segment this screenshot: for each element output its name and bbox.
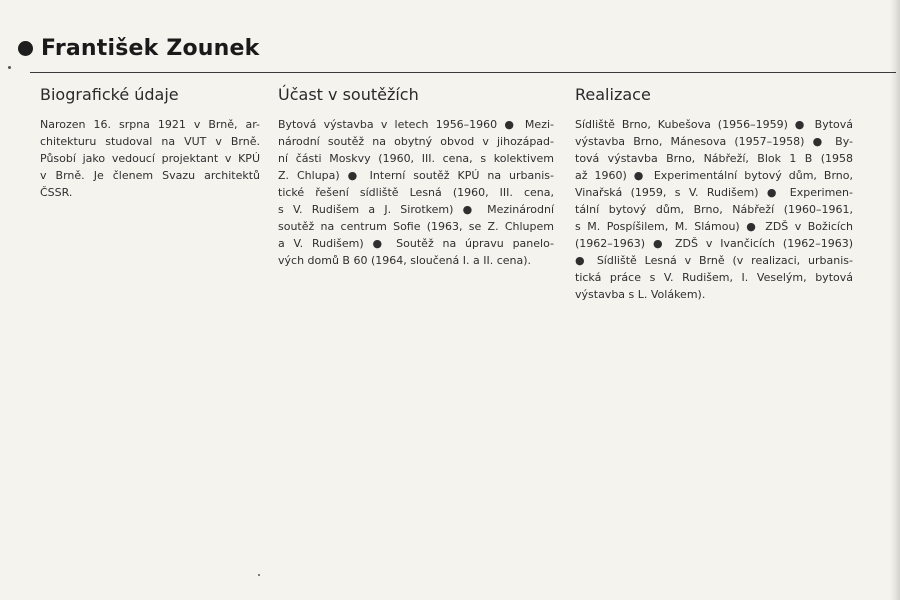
column-biography [40,84,260,201]
text-line: národní soutěž na obytný obvod v jihozápad- [278,135,554,148]
column-realizations [575,84,853,303]
text-line: výstavba Brno, Mánesova (1957–1958) ● By- [575,135,853,148]
column-title: Účast v soutěžích [278,85,419,104]
text-line: Narozen 16. srpna 1921 v Brně, ar- [40,118,260,131]
architect-name: František Zounek [41,36,260,61]
column-title: Biografické údaje [40,85,179,104]
column-text [40,116,260,201]
text-line: vých domů B 60 (1964, sloučená I. a II. cena). [278,254,532,267]
text-line: v Brně. Je členem Svazu architektů [40,169,260,182]
text-line: Působí jako vedoucí projektant v KPÚ [40,152,260,165]
text-line: soutěž na centrum Sofie (1963, se Z. Chlupem [278,220,554,233]
text-line: s V. Rudišem a J. Sirotkem) ● Mezinárodní [278,203,554,216]
text-line: tické řešení sídliště Lesná (1960, III. cena, [278,186,554,199]
column-competitions [278,84,554,269]
text-line: a V. Rudišem) ● Soutěž na úpravu panelo- [278,237,554,250]
page-edge-shadow [890,0,900,600]
column-title: Realizace [575,85,651,104]
text-line: tická práce s V. Rudišem, I. Veselým, bytová [575,271,853,284]
text-line: výstavba s L. Volákem). [575,288,706,301]
column-text [575,116,853,303]
page-heading [18,36,259,61]
text-line: ČSSR. [40,186,73,199]
text-line: ní části Moskvy (1960, III. cena, s kolektivem [278,152,554,165]
text-line: s M. Pospíšilem, M. Slámou) ● ZDŠ v Božicích [575,220,853,233]
text-line: tální bytový dům, Brno, Nábřeží (1960–1961, [575,203,853,216]
text-line: chitekturu studoval na VUT v Brně. [40,135,260,148]
bullet-icon [18,41,33,56]
text-line: Z. Chlupa) ● Interní soutěž KPÚ na urbanis- [278,169,554,182]
text-line: Vinařská (1959, s V. Rudišem) ● Experimen- [575,186,853,199]
heading-rule [30,72,896,73]
text-line: tová výstavba Brno, Nábřeží, Blok 1 B (1958 [575,152,853,165]
text-line: (1962–1963) ● ZDŠ v Ivančicích (1962–1963) [575,237,853,250]
column-text [278,116,554,269]
paper-speck [8,66,11,69]
text-line: až 1960) ● Experimentální bytový dům, Brno, [575,169,853,182]
text-line: Bytová výstavba v letech 1956–1960 ● Mezi- [278,118,554,131]
paper-speck [258,574,260,576]
text-line: Sídliště Brno, Kubešova (1956–1959) ● Bytová [575,118,853,131]
text-line: ● Sídliště Lesná v Brně (v realizaci, urbanis- [575,254,853,267]
